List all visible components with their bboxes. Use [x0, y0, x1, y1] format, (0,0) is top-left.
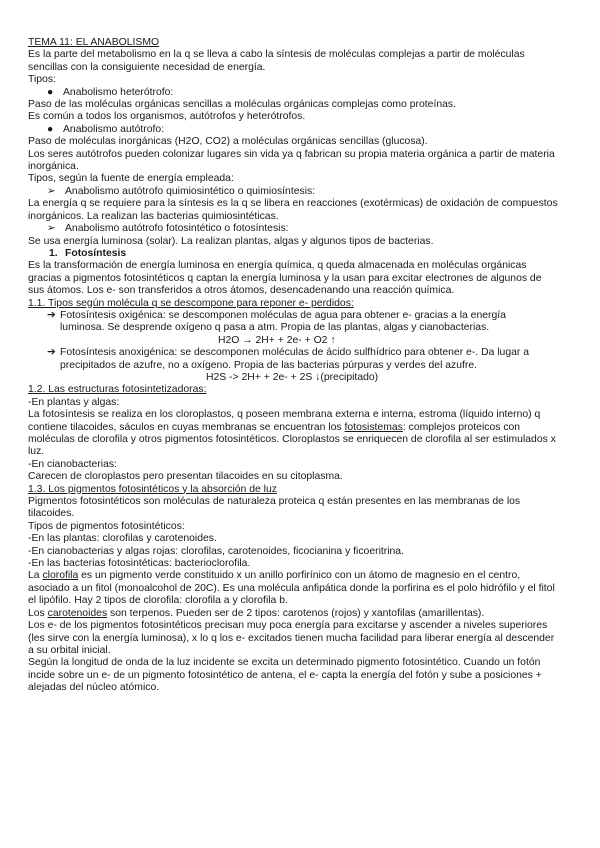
- arrow-bullet-icon: ➢: [47, 185, 56, 197]
- arrow-bullet-icon: ➢: [47, 223, 56, 235]
- anoxigenica-continuation: precipitados de azufre, no a oxígeno. Propia de las bacterias púrpuras y verdes del azufre.: [60, 359, 478, 371]
- autotrofo-text-1: Paso de moléculas inorgánicas (H2O, CO2) a moléculas orgánicas sencillas (glucosa).: [28, 136, 428, 148]
- clorofila-term: clorofila: [42, 570, 79, 582]
- fotosistemas-term: fotosistemas: [344, 421, 403, 433]
- pigmentos-bacterias: -En las bacterias fotosintéticas: bacterioclorofila.: [28, 558, 251, 570]
- carotenoides-paragraph: Los carotenoides son terpenos. Pueden ser de 2 tipos: carotenos (rojos) y xantofilas (amarillentas).: [28, 607, 485, 619]
- subsection-1-2: 1.2. Las estructuras fotosintetizadoras:: [28, 384, 207, 396]
- heterotrofo-text-2: Es común a todos los organismos, autótrofos y heterótrofos.: [28, 111, 306, 123]
- bullet-dot-icon: ●: [47, 86, 54, 98]
- plantas-heading: -En plantas y algas:: [28, 396, 120, 408]
- subsection-1-1: 1.1. Tipos según molécula q se descompone para reponer e- perdidos:: [28, 297, 354, 309]
- bullet-oxigenica: ➔ Fotosíntesis oxigénica: se descomponen moléculas de agua para obtener e- gracias a la energía: [47, 309, 506, 321]
- bold-arrow-icon: ➔: [47, 309, 56, 321]
- autotrofo-text-2: Los seres autótrofos pueden colonizar lugares sin vida ya q fabrican su propia materia orgánica a partir de materia inorgánica.: [28, 148, 555, 173]
- carotenoides-term: carotenoides: [47, 607, 108, 619]
- cianobacterias-heading: -En cianobacterias:: [28, 458, 117, 470]
- fotosintesis-intro-text: Se usa energía luminosa (solar). La realizan plantas, algas y algunos tipos de bacterias.: [28, 235, 434, 247]
- subsection-1-3: 1.3. Los pigmentos fotosintéticos y la absorción de luz: [28, 483, 277, 495]
- section-heading-fotosintesis: 1. Fotosíntesis: [49, 247, 127, 259]
- excitacion-paragraph: Los e- de los pigmentos fotosintéticos precisan muy poca energía para excitarse y ascender a niveles superiores (les sirve con la energía luminosa), x lo q los e- excitados tienen mucha facilidad para liberar energía al descender a su orbital inicial.: [28, 620, 555, 656]
- heterotrofo-text-1: Paso de las moléculas orgánicas sencillas a moléculas orgánicas complejas como proteínas.: [28, 99, 456, 111]
- bullet-anoxigenica: ➔ Fotosíntesis anoxigénica: se descomponen moléculas de ácido sulfhídrico para obtener e-. Da lugar a: [47, 347, 530, 359]
- page-title: TEMA 11: EL ANABOLISMO: [28, 37, 160, 48]
- pigmentos-cianobacterias: -En cianobacterias y algas rojas: clorofilas, carotenoides, ficocianina y ficoeritrina.: [28, 545, 404, 557]
- cianobacterias-text: Carecen de cloroplastos pero presentan tilacoides en su citoplasma.: [28, 471, 343, 483]
- equation-water: H2O → 2H+ + 2e- + O2 ↑: [218, 334, 336, 346]
- bullet-dot-icon: ●: [47, 123, 54, 135]
- plantas-paragraph: La fotosíntesis se realiza en los cloroplastos, q poseen membrana externa e interna, estroma (líquido interno) q contiene tilacoides, sáculos en cuyas membranas se encuentran los fotosistemas: complejos proteicos con moléculas de clorofila y otros pigmentos fotosintéticos. Cloroplastos se enriquecen de clorofila al ser estimulados x luz.: [28, 409, 556, 458]
- equation-sulfide: H2S -> 2H+ + 2e- + 2S ↓(precipitado): [206, 371, 379, 383]
- fotosintesis-definition: Es la transformación de energía luminosa en energía química, q queda almacenada en moléculas orgánicas gracias a pigmentos fotosintéticos q captan la energía luminosa y la usan para excitar electrones de algunos de sus átomos. Los e- son transferidos a otros átomos, desencadenando una reacción química.: [28, 260, 542, 297]
- bullet-autotrofo: ● Anabolismo autótrofo:: [47, 123, 165, 135]
- tipos-segun-label: Tipos, según la fuente de energía empleada:: [28, 173, 234, 185]
- intro-paragraph: Es la parte del metabolismo en la q se lleva a cabo la síntesis de moléculas complejas a partir de moléculas sencillas con la consiguiente necesidad de energía.: [28, 49, 525, 73]
- quimiosintesis-text: La energía q se requiere para la síntesis es la q se libera en reacciones (exotérmicas) de oxidación de compuestos inorgánicos. La realizan las bacterias quimiosintéticas.: [28, 198, 558, 222]
- oxigenica-continuation: luminosa. Se desprende oxígeno q pasa a atm. Propia de las plantas, algas y cianobacterias.: [60, 322, 490, 334]
- longitud-onda-paragraph: Según la longitud de onda de la luz incidente se excita un determinado pigmento fotosintético. Cuando un fotón incide sobre un e- de un pigmento fotosintético de antena, el e- capta la energía del fotón y sube a posiciones + alejadas del núcleo atómico.: [28, 657, 542, 694]
- pigmentos-paragraph: Pigmentos fotosintéticos son moléculas de naturaleza proteica q están presentes en las membranas de los tilacoides.: [28, 496, 521, 520]
- tipos-label: Tipos:: [28, 74, 56, 86]
- bullet-quimiosintesis: ➢ Anabolismo autótrofo quimiosintético o quimiosíntesis:: [47, 185, 316, 197]
- bullet-heterotrofo: ● Anabolismo heterótrofo:: [47, 86, 174, 98]
- bold-arrow-icon: ➔: [47, 347, 56, 359]
- pigmentos-tipos-label: Tipos de pigmentos fotosintéticos:: [28, 520, 185, 532]
- bullet-fotosintesis: ➢ Anabolismo autótrofo fotosintético o fotosíntesis:: [47, 223, 289, 235]
- clorofila-paragraph: La clorofila es un pigmento verde constituido x un anillo porfirínico con un átomo de magnesio en el centro, asociado a un fitol (monoalcohol de 20C). Es una molécula anfipática donde la porfirina es el polo hidrófilo y el fitol el lipófilo. Hay 2 tipos de clorofila: clorofila a y clorofila b.: [28, 570, 555, 607]
- pigmentos-plantas: -En las plantas: clorofilas y carotenoides.: [28, 533, 217, 545]
